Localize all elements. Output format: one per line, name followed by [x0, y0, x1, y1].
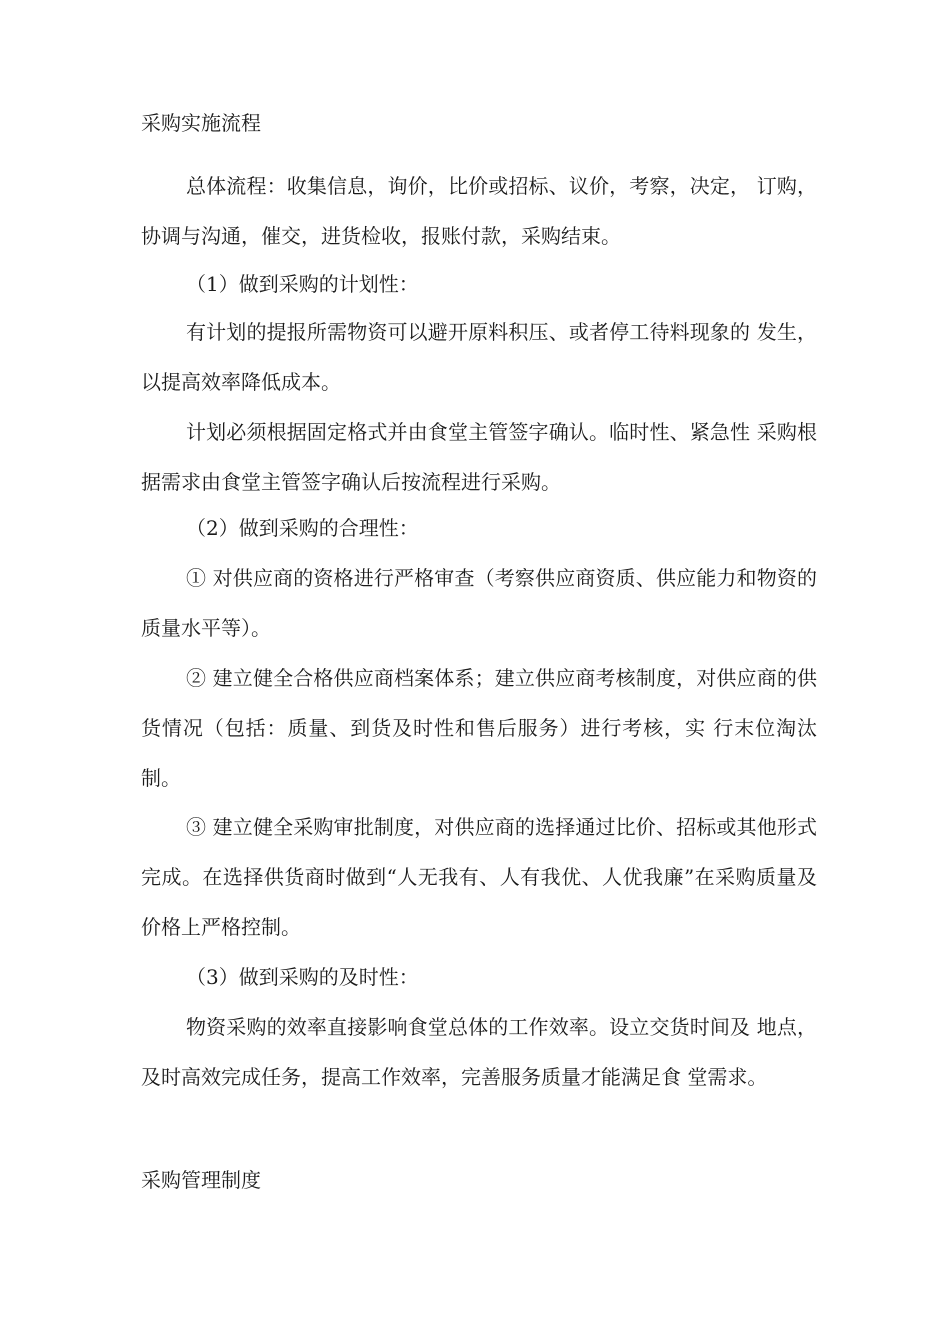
section-2-paragraph-3: ③ 建立健全采购审批制度，对供应商的选择通过比价、招标或其他形式完成。在选择供货商时做到“人无我有、人有我优、人优我廉”在采购质量及价格上严格控制。: [141, 815, 817, 939]
section-1-paragraph-2: 计划必须根据固定格式并由食堂主管签字确认。临时性、紧急性 采购根据需求由食堂主管签字确认后按流程进行采购。: [141, 420, 817, 494]
overview-paragraph: 总体流程：收集信息，询价，比价或招标、议价，考察，决定， 订购，协调与沟通，催交，进货检收，报账付款，采购结束。: [141, 174, 817, 248]
section-2-title: （2）做到采购的合理性：: [186, 516, 419, 540]
section-1-paragraph-1: 有计划的提报所需物资可以避开原料积压、或者停工待料现象的 发生，以提高效率降低成本。: [141, 320, 817, 394]
section-2-paragraph-2: ② 建立健全合格供应商档案体系；建立供应商考核制度，对供应商的供货情况（包括：质量、到货及时性和售后服务）进行考核，实 行末位淘汰制。: [141, 666, 817, 790]
heading-procurement-management: 采购管理制度: [141, 1168, 261, 1192]
section-2-paragraph-1: ① 对供应商的资格进行严格审查（考察供应商资质、供应能力和物资的质量水平等）。: [141, 566, 817, 640]
section-3-title: （3）做到采购的及时性：: [186, 965, 419, 989]
section-1-title: （1）做到采购的计划性：: [186, 272, 419, 296]
section-3-paragraph-1: 物资采购的效率直接影响食堂总体的工作效率。设立交货时间及 地点，及时高效完成任务，提高工作效率，完善服务质量才能满足食 堂需求。: [141, 1015, 817, 1089]
heading-procurement-process: 采购实施流程: [141, 111, 261, 135]
